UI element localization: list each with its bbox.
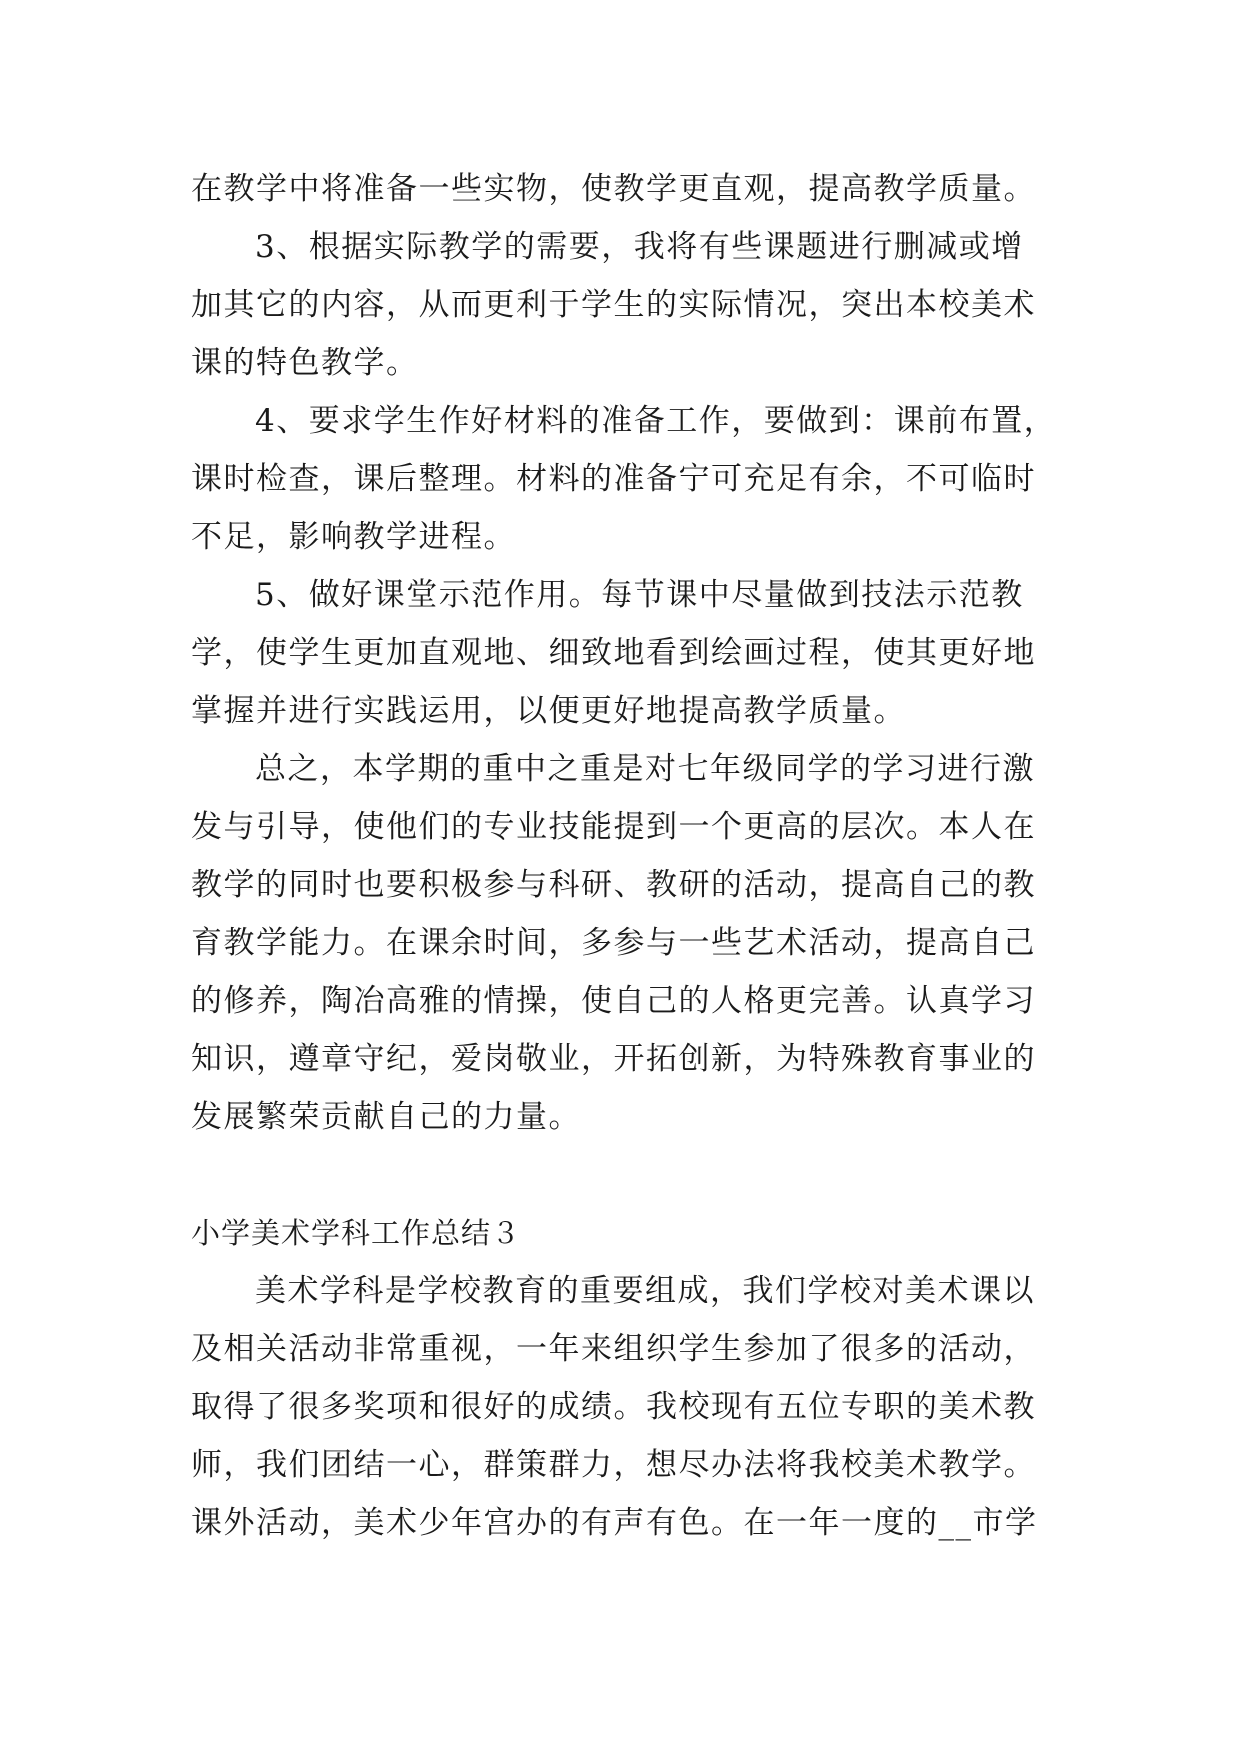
text-line: 发与引导，使他们的专业技能提到一个更高的层次。本人在: [191, 809, 1036, 845]
text-line: 课时检查，课后整理。材料的准备宁可充足有余，不可临时: [191, 461, 1036, 497]
text-line: 不足，影响教学进程。: [191, 519, 516, 555]
text-line: 在教学中将准备一些实物，使教学更直观，提高教学质量。: [191, 171, 1036, 207]
document-body: [191, 160, 1071, 1552]
text-line: 3、根据实际教学的需要，我将有些课题进行删减或增: [255, 229, 1024, 265]
text-line: 课外活动，美术少年宫办的有声有色。在一年一度的__市学: [191, 1505, 1038, 1541]
text-line: 掌握并进行实践运用，以便更好地提高教学质量。: [191, 693, 906, 729]
text-line: 课的特色教学。: [191, 345, 419, 381]
text-line: 知识，遵章守纪，爱岗敬业，开拓创新，为特殊教育事业的: [191, 1041, 1036, 1077]
paragraph-block-top: [191, 160, 1071, 1146]
text-line: 育教学能力。在课余时间，多参与一些艺术活动，提高自己: [191, 925, 1036, 961]
text-line: 发展繁荣贡献自己的力量。: [191, 1099, 581, 1135]
text-line: 5、做好课堂示范作用。每节课中尽量做到技法示范教: [255, 577, 1024, 613]
text-line: 美术学科是学校教育的重要组成，我们学校对美术课以: [255, 1273, 1035, 1309]
paragraph-block-bottom: [191, 1262, 1071, 1552]
text-line: 取得了很多奖项和很好的成绩。我校现有五位专职的美术教: [191, 1389, 1036, 1425]
text-line: 的修养，陶冶高雅的情操，使自己的人格更完善。认真学习: [191, 983, 1036, 1019]
text-line: 总之，本学期的重中之重是对七年级同学的学习进行激: [255, 751, 1035, 787]
text-line: 加其它的内容，从而更利于学生的实际情况，突出本校美术: [191, 287, 1036, 323]
text-line: 及相关活动非常重视，一年来组织学生参加了很多的活动，: [191, 1331, 1036, 1367]
text-line: 师，我们团结一心，群策群力，想尽办法将我校美术教学。: [191, 1447, 1036, 1483]
text-line: 教学的同时也要积极参与科研、教研的活动，提高自己的教: [191, 867, 1036, 903]
text-line: 学，使学生更加直观地、细致地看到绘画过程，使其更好地: [191, 635, 1036, 671]
section-heading: 小学美术学科工作总结３: [191, 1216, 522, 1250]
text-line: 4、要求学生作好材料的准备工作，要做到：课前布置，: [255, 403, 1057, 439]
section-gap: [191, 1146, 1071, 1204]
